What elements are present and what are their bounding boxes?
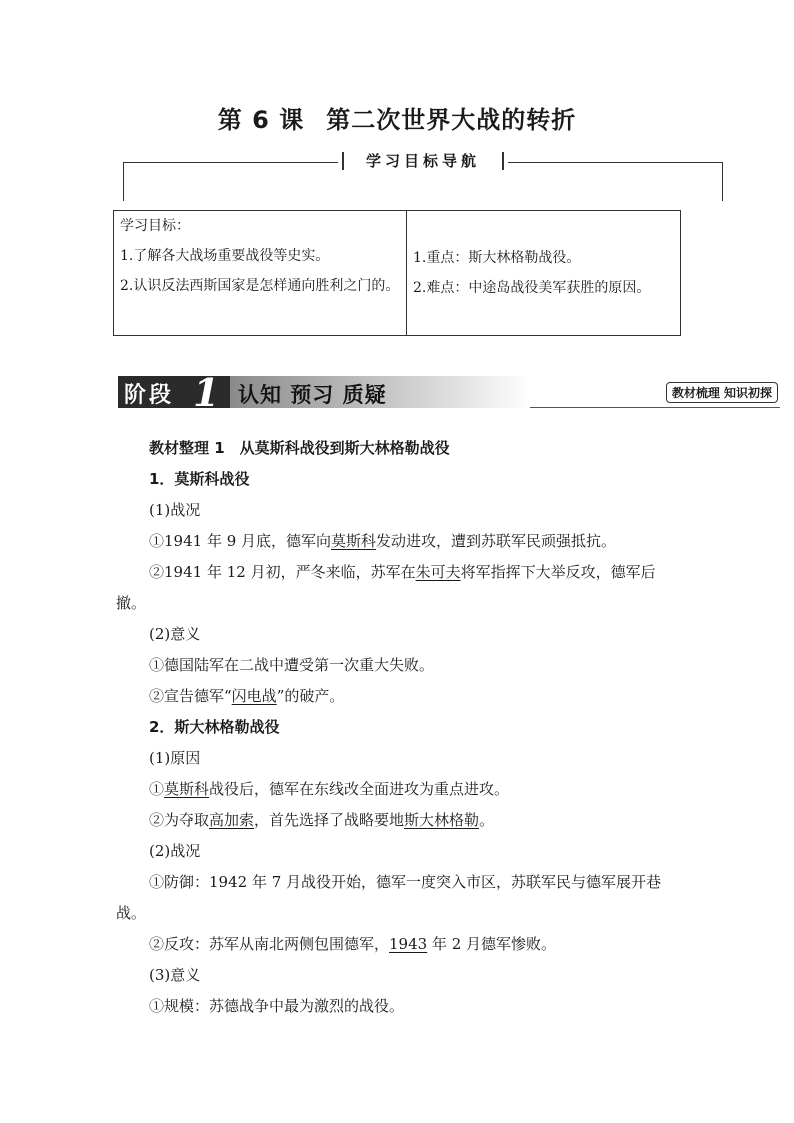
stage-title: 认知 预习 质疑 (238, 383, 387, 407)
text-span: ②为夺取 (149, 811, 210, 829)
text-span: ②宣告德军“ (149, 687, 232, 705)
bracket-right (507, 162, 723, 201)
stage-rule (530, 407, 780, 408)
section-stalingrad: 2．斯大林格勒战役 (149, 718, 280, 736)
page-title (0, 100, 794, 135)
moscow-line-3: ①德国陆军在二战中遭受第一次重大失败。 (149, 656, 435, 674)
focus-difficult-point: 2.难点：中途岛战役美军获胜的原因。 (413, 280, 651, 296)
text-span: ②1941 年 12 月初，严冬来临，苏军在 (149, 563, 416, 581)
underlined-term: 高加索 (209, 811, 255, 829)
text-span: 战役后，德军在东线改全面进攻为重点进攻。 (209, 780, 510, 798)
underlined-term: 莫斯科 (331, 532, 377, 550)
section-moscow: 1．莫斯科战役 (149, 470, 250, 488)
stage-number: 1 (193, 370, 220, 415)
goal-nav-header (123, 152, 723, 200)
text-span: ②反攻：苏军从南北两侧包围德军， (149, 935, 390, 953)
text-span: 发动进攻，遭到苏联军民顽强抵抗。 (376, 532, 617, 550)
goal-item-1: 1.了解各大战场重要战役等史实。 (120, 248, 330, 264)
lesson-content (116, 433, 676, 1022)
stage-tag: 教材梳理 知识初探 (666, 382, 778, 403)
lesson-number: 第 6 课 (217, 106, 305, 134)
moscow-line-4 (116, 681, 676, 712)
text-span: ①1941 年 9 月底，德军向 (149, 532, 332, 550)
goal-item-2: 2.认识反法西斯国家是怎样通向胜利之门的。 (120, 278, 400, 294)
goal-objectives-cell (114, 211, 407, 336)
stalingrad-line-3: ①防御：1942 年 7 月战役开始，德军一度突入市区，苏联军民与德军展开巷战。 (116, 873, 662, 922)
underlined-term: 朱可夫 (415, 563, 461, 581)
stalingrad-cause: (1)原因 (149, 749, 201, 767)
goal-heading: 学习目标： (120, 218, 190, 234)
moscow-line-2 (116, 557, 676, 619)
text-span: 年 2 月德军惨败。 (427, 935, 557, 953)
stage-word: 阶段 (124, 383, 175, 408)
goal-focus-cell (407, 211, 681, 336)
underlined-term: 闪电战 (231, 687, 277, 705)
content-heading: 教材整理 1 从莫斯科战役到斯大林格勒战役 (149, 439, 450, 457)
text-span: 。 (479, 811, 495, 829)
goal-table (113, 210, 681, 336)
stalingrad-line-5: ①规模：苏德战争中最为激烈的战役。 (149, 997, 405, 1015)
stalingrad-significance: (3)意义 (149, 966, 201, 984)
stalingrad-situation: (2)战况 (149, 842, 201, 860)
stage-badge (118, 370, 230, 415)
focus-key-point: 1.重点：斯大林格勒战役。 (413, 250, 581, 266)
text-span: ，首先选择了战略要地 (254, 811, 405, 829)
stalingrad-line-1 (116, 774, 676, 805)
lesson-title: 第二次世界大战的转折 (326, 106, 577, 134)
stalingrad-line-4 (116, 929, 676, 960)
moscow-situation: (1)战况 (149, 501, 201, 519)
text-span: ① (149, 780, 165, 798)
underlined-term: 1943 (389, 935, 428, 953)
stage-banner (118, 370, 780, 415)
underlined-term: 斯大林格勒 (404, 811, 480, 829)
goal-nav-label: 学习目标导航 (338, 150, 508, 171)
moscow-significance: (2)意义 (149, 625, 201, 643)
text-span: 将军指挥下大举反攻，德军后撤。 (116, 563, 656, 612)
underlined-term: 莫斯科 (164, 780, 210, 798)
moscow-line-1 (116, 526, 676, 557)
text-span: ”的破产。 (276, 687, 345, 705)
bracket-left (123, 162, 339, 201)
stalingrad-line-2 (116, 805, 676, 836)
